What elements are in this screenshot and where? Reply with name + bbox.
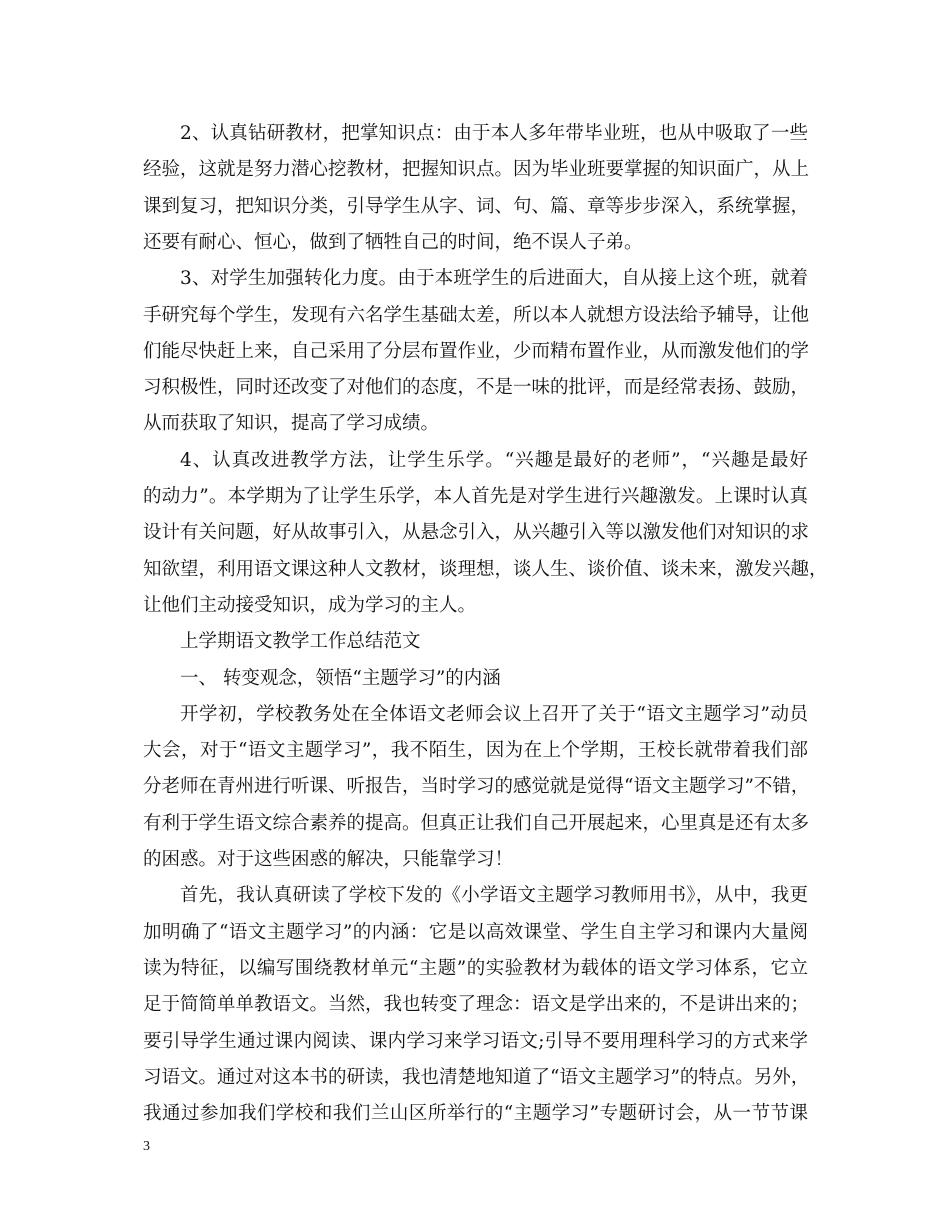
text-line: 经验，这就是努力潜心挖教材，把握知识点。因为毕业班要掌握的知识面广，从上 bbox=[143, 159, 810, 180]
text-line: 读为特征，以编写围绕教材单元“主题”的实验教材为载体的语文学习体系，它立 bbox=[143, 958, 808, 979]
text-line: 4、认真改进教学方法，让学生乐学。“兴趣是最好的老师”，“兴趣是最好 bbox=[180, 450, 808, 471]
text-line: 首先，我认真研读了学校下发的《小学语文主题学习教师用书》，从中，我更 bbox=[180, 885, 808, 906]
text-line: 知欲望，利用语文课这种人文教材，谈理想，谈人生、谈价值、谈未来，激发兴趣， bbox=[143, 559, 828, 580]
text-line: 们能尽快赶上来，自己采用了分层布置作业，少而精布置作业，从而激发他们的学 bbox=[143, 341, 810, 362]
text-line: 课到复习，把知识分类，引导学生从字、词、句、篇、章等步步深入，系统掌握， bbox=[143, 196, 810, 217]
text-line: 大会，对于“语文主题学习”，我不陌生，因为在上个学期，王校长就带着我们部 bbox=[143, 740, 808, 761]
text-line: 有利于学生语文综合素养的提高。但真正让我们自己开展起来，心里真是还有太多 bbox=[143, 813, 810, 834]
text-line: 设计有关问题，好从故事引入，从悬念引入，从兴趣引入等以激发他们对知识的求 bbox=[143, 522, 810, 543]
text-line: 我通过参加我们学校和我们兰山区所举行的“主题学习”专题研讨会，从一节节课 bbox=[143, 1103, 808, 1124]
page-number: 3 bbox=[143, 1139, 150, 1154]
text-line: 足于简简单单教语文。当然，我也转变了理念：语文是学出来的，不是讲出来的； bbox=[143, 994, 810, 1015]
text-line: 一、 转变观念，领悟“主题学习”的内涵 bbox=[180, 668, 501, 689]
text-line: 手研究每个学生，发现有六名学生基础太差，所以本人就想方设法给予辅导，让他 bbox=[143, 305, 810, 326]
text-line: 3、对学生加强转化力度。由于本班学生的后进面大，自从接上这个班，就着 bbox=[180, 268, 808, 289]
text-line: 习积极性，同时还改变了对他们的态度，不是一味的批评，而是经常表扬、鼓励， bbox=[143, 377, 810, 398]
text-line: 从而获取了知识，提高了学习成绩。 bbox=[143, 413, 440, 434]
text-line: 上学期语文教学工作总结范文 bbox=[180, 631, 421, 652]
text-line: 的困惑。对于这些困惑的解决，只能靠学习！ bbox=[143, 849, 514, 870]
text-line: 开学初，学校教务处在全体语文老师会议上召开了关于“语文主题学习”动员 bbox=[180, 704, 808, 725]
text-line: 让他们主动接受知识，成为学习的主人。 bbox=[143, 595, 477, 616]
text-line: 要引导学生通过课内阅读、课内学习来学习语文;引导不要用理科学习的方式来学 bbox=[143, 1031, 808, 1052]
text-line: 的动力”。本学期为了让学生乐学，本人首先是对学生进行兴趣激发。上课时认真 bbox=[143, 486, 808, 507]
text-line: 还要有耐心、恒心，做到了牺牲自己的时间，绝不误人子弟。 bbox=[143, 232, 643, 253]
text-line: 习语文。通过对这本书的研读，我也清楚地知道了“语文主题学习”的特点。另外， bbox=[143, 1067, 810, 1088]
text-line: 2、认真钻研教材，把掌知识点：由于本人多年带毕业班，也从中吸取了一些 bbox=[180, 123, 808, 144]
text-line: 分老师在青州进行听课、听报告，当时学习的感觉就是觉得“语文主题学习”不错， bbox=[143, 776, 810, 797]
text-line: 加明确了“语文主题学习”的内涵：它是以高效课堂、学生自主学习和课内大量阅 bbox=[143, 922, 808, 943]
